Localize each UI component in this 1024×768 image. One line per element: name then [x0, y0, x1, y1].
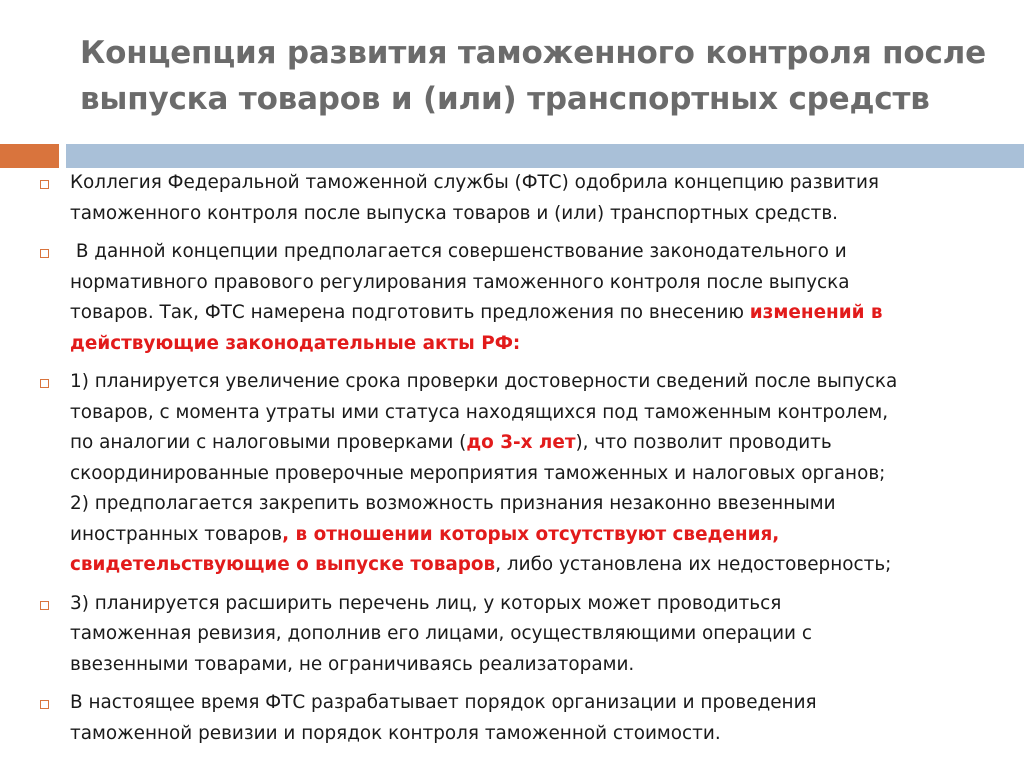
text-line: В настоящее время ФТС разрабатывает порядок организации и проведения	[70, 692, 817, 713]
highlight-text: , в отношении которых отсутствуют сведения,	[282, 523, 780, 545]
text-line: ввезенными товарами, не ограничиваясь реализаторами.	[70, 653, 635, 675]
text-run: по аналогии с налоговыми проверками (	[70, 432, 467, 453]
text-line: 2) предполагается закрепить возможность признания незаконно ввезенными	[70, 493, 836, 514]
highlight-text: изменений в	[749, 302, 883, 323]
text-line	[70, 520, 998, 551]
square-bullet-icon	[40, 180, 49, 189]
accent-bar-orange	[0, 144, 59, 168]
highlight-text: до 3-х лет	[466, 432, 576, 453]
text-line: таможенного контроля после выпуска товаров и (или) транспортных средств.	[70, 202, 839, 224]
slide-title	[80, 30, 986, 122]
text-line	[70, 550, 998, 581]
text-run: ), что позволит проводить	[575, 432, 832, 453]
text-line	[70, 298, 998, 329]
text-line: 3) планируется расширить перечень лиц, у которых может проводиться	[70, 592, 782, 614]
text-line: нормативного правового регулирования таможенного контроля после выпуска	[70, 271, 850, 293]
slide-title-line-1: Концепция развития таможенного контроля после	[80, 35, 986, 71]
text-run: товаров. Так, ФТС намерена подготовить предложения по внесению	[70, 302, 750, 323]
bullet-item	[38, 367, 998, 581]
slide-title-line-2: выпуска товаров и (или) транспортных средств	[80, 81, 930, 117]
text-run: иностранных товаров	[70, 523, 283, 545]
text-run: , либо установлена их недостоверность;	[495, 554, 892, 575]
text-line: товаров, с момента утраты ими статуса находящихся под таможенным контролем,	[70, 401, 889, 423]
text-line: Коллегия Федеральной таможенной службы (ФТС) одобрила концепцию развития	[70, 172, 879, 193]
text-line: 1) планируется увеличение срока проверки достоверности сведений после выпуска	[70, 371, 898, 392]
bullet-item	[38, 237, 998, 359]
highlight-text: действующие законодательные акты РФ:	[70, 332, 521, 354]
square-bullet-icon	[40, 601, 49, 610]
highlight-text: свидетельствующие о выпуске товаров	[70, 554, 496, 575]
text-line: скоординированные проверочные мероприятия таможенных и налоговых органов;	[70, 462, 886, 484]
text-line: таможенная ревизия, дополнив его лицами, осуществляющими операции с	[70, 623, 812, 644]
text-line	[70, 428, 998, 459]
square-bullet-icon	[40, 379, 49, 388]
bullet-item	[38, 589, 998, 681]
bullet-item	[38, 688, 998, 749]
bullet-item	[38, 168, 998, 229]
accent-bar-blue	[66, 144, 1024, 168]
text-line: таможенной ревизии и порядок контроля таможенной стоимости.	[70, 722, 721, 744]
bullet-list	[38, 168, 998, 757]
text-line: В данной концепции предполагается совершенствование законодательного и	[70, 241, 847, 262]
square-bullet-icon	[40, 249, 49, 258]
square-bullet-icon	[40, 700, 49, 709]
